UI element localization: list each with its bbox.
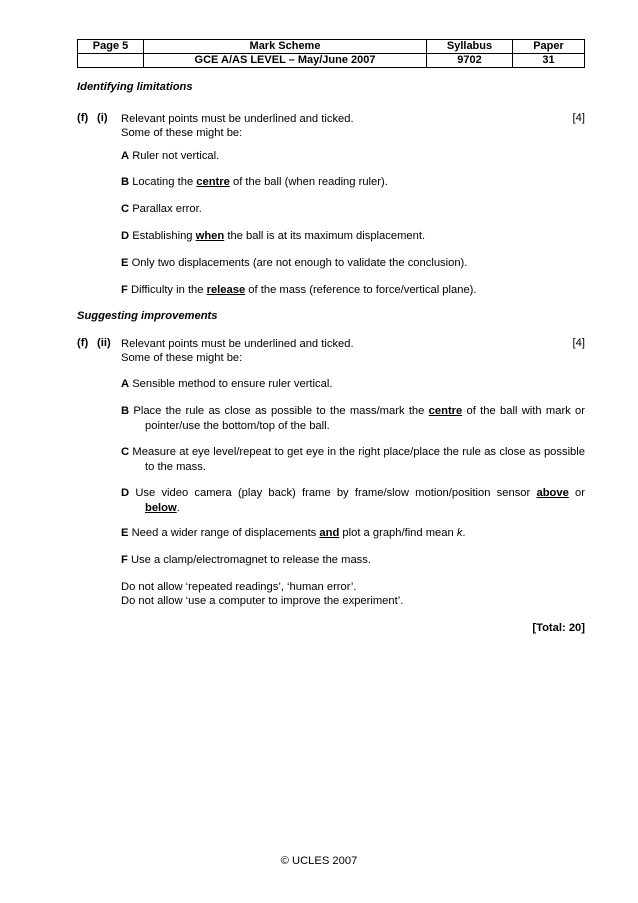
key-word: when bbox=[195, 230, 225, 242]
list-item bbox=[121, 486, 585, 516]
item-text: of the ball with mark or pointer/use the bottom/top of the ball. bbox=[145, 405, 585, 432]
question-subpart: (i) bbox=[97, 112, 108, 124]
item-letter: E bbox=[121, 257, 129, 269]
item-text: Sensible method to ensure ruler vertical. bbox=[129, 378, 333, 390]
item-text: Place the rule as close as possible to the mass/mark the bbox=[129, 405, 429, 417]
disallow-note: Do not allow ‘use a computer to improve the experiment’. bbox=[121, 595, 404, 607]
item-letter: E bbox=[121, 527, 129, 539]
header-row bbox=[78, 54, 585, 68]
list-item bbox=[121, 149, 585, 164]
item-text: . bbox=[462, 527, 466, 539]
item-text: Only two displacements (are not enough to validate the conclusion). bbox=[128, 257, 468, 269]
marks: [4] bbox=[572, 112, 585, 124]
marks: [4] bbox=[572, 337, 585, 349]
total-marks: [Total: 20] bbox=[532, 622, 585, 634]
disallow-note: Do not allow ‘repeated readings’, ‘human error’. bbox=[121, 581, 357, 593]
item-letter: C bbox=[121, 203, 130, 215]
list-item bbox=[121, 229, 585, 244]
list-item bbox=[121, 283, 585, 298]
list-item bbox=[121, 526, 585, 541]
key-word: centre bbox=[196, 176, 230, 188]
key-word: release bbox=[206, 284, 246, 296]
item-text: . bbox=[176, 502, 180, 514]
item-text: Parallax error. bbox=[129, 203, 202, 215]
key-word: above bbox=[536, 487, 569, 499]
item-text: Ruler not vertical. bbox=[129, 150, 220, 162]
list-item bbox=[121, 256, 585, 271]
list-item bbox=[121, 202, 585, 217]
list-item bbox=[121, 377, 585, 392]
section-heading: Suggesting improvements bbox=[77, 310, 218, 322]
item-letter: F bbox=[121, 284, 128, 296]
item-text: Establishing bbox=[129, 230, 196, 242]
item-text: Need a wider range of displacements bbox=[128, 527, 320, 539]
mark-scheme-label: Mark Scheme bbox=[144, 40, 427, 54]
syllabus-label: Syllabus bbox=[427, 40, 513, 54]
list-item bbox=[121, 553, 585, 568]
header-table bbox=[77, 39, 585, 68]
item-text: the ball is at its maximum displacement. bbox=[224, 230, 426, 242]
item-letter: C bbox=[121, 446, 130, 458]
item-text: Use a clamp/electromagnet to release the mass. bbox=[127, 554, 371, 566]
item-text: Measure at eye level/repeat to get eye in the right place/place the rule as close as possible to the mass. bbox=[129, 446, 585, 473]
item-text: Use video camera (play back) frame by frame/slow motion/position sensor bbox=[129, 487, 537, 499]
exam-title: GCE A/AS LEVEL – May/June 2007 bbox=[144, 54, 427, 68]
intro-line: Relevant points must be underlined and ticked. bbox=[121, 338, 354, 350]
paper-label: Paper bbox=[513, 40, 585, 54]
item-text: Difficulty in the bbox=[127, 284, 207, 296]
list-item bbox=[121, 175, 585, 190]
syllabus-code: 9702 bbox=[427, 54, 513, 68]
paper-number: 31 bbox=[513, 54, 585, 68]
item-text: or bbox=[568, 487, 585, 499]
key-word: below bbox=[145, 502, 177, 514]
section-heading: Identifying limitations bbox=[77, 81, 193, 93]
item-letter: F bbox=[121, 554, 128, 566]
key-word: and bbox=[319, 527, 340, 539]
intro-line: Relevant points must be underlined and ticked. bbox=[121, 113, 354, 125]
list-item bbox=[121, 445, 585, 475]
key-word: centre bbox=[428, 405, 463, 417]
item-text: Locating the bbox=[129, 176, 197, 188]
list-item bbox=[121, 404, 585, 434]
intro-line: Some of these might be: bbox=[121, 352, 243, 364]
blank-cell bbox=[78, 54, 144, 68]
footer-copyright: © UCLES 2007 bbox=[280, 855, 358, 867]
item-text: plot a graph/find mean bbox=[339, 527, 457, 539]
question-part: (f) bbox=[77, 337, 89, 349]
item-letter: D bbox=[121, 487, 130, 499]
item-letter: A bbox=[121, 378, 130, 390]
question-subpart: (ii) bbox=[97, 337, 111, 349]
item-letter: D bbox=[121, 230, 130, 242]
item-letter: A bbox=[121, 150, 130, 162]
item-text: k bbox=[456, 527, 463, 539]
page-label: Page 5 bbox=[78, 40, 144, 54]
item-letter: B bbox=[121, 405, 130, 417]
header-row bbox=[78, 40, 585, 54]
intro-line: Some of these might be: bbox=[121, 127, 243, 139]
question-part: (f) bbox=[77, 112, 89, 124]
item-text: of the mass (reference to force/vertical plane). bbox=[245, 284, 477, 296]
item-letter: B bbox=[121, 176, 130, 188]
item-text: of the ball (when reading ruler). bbox=[229, 176, 388, 188]
